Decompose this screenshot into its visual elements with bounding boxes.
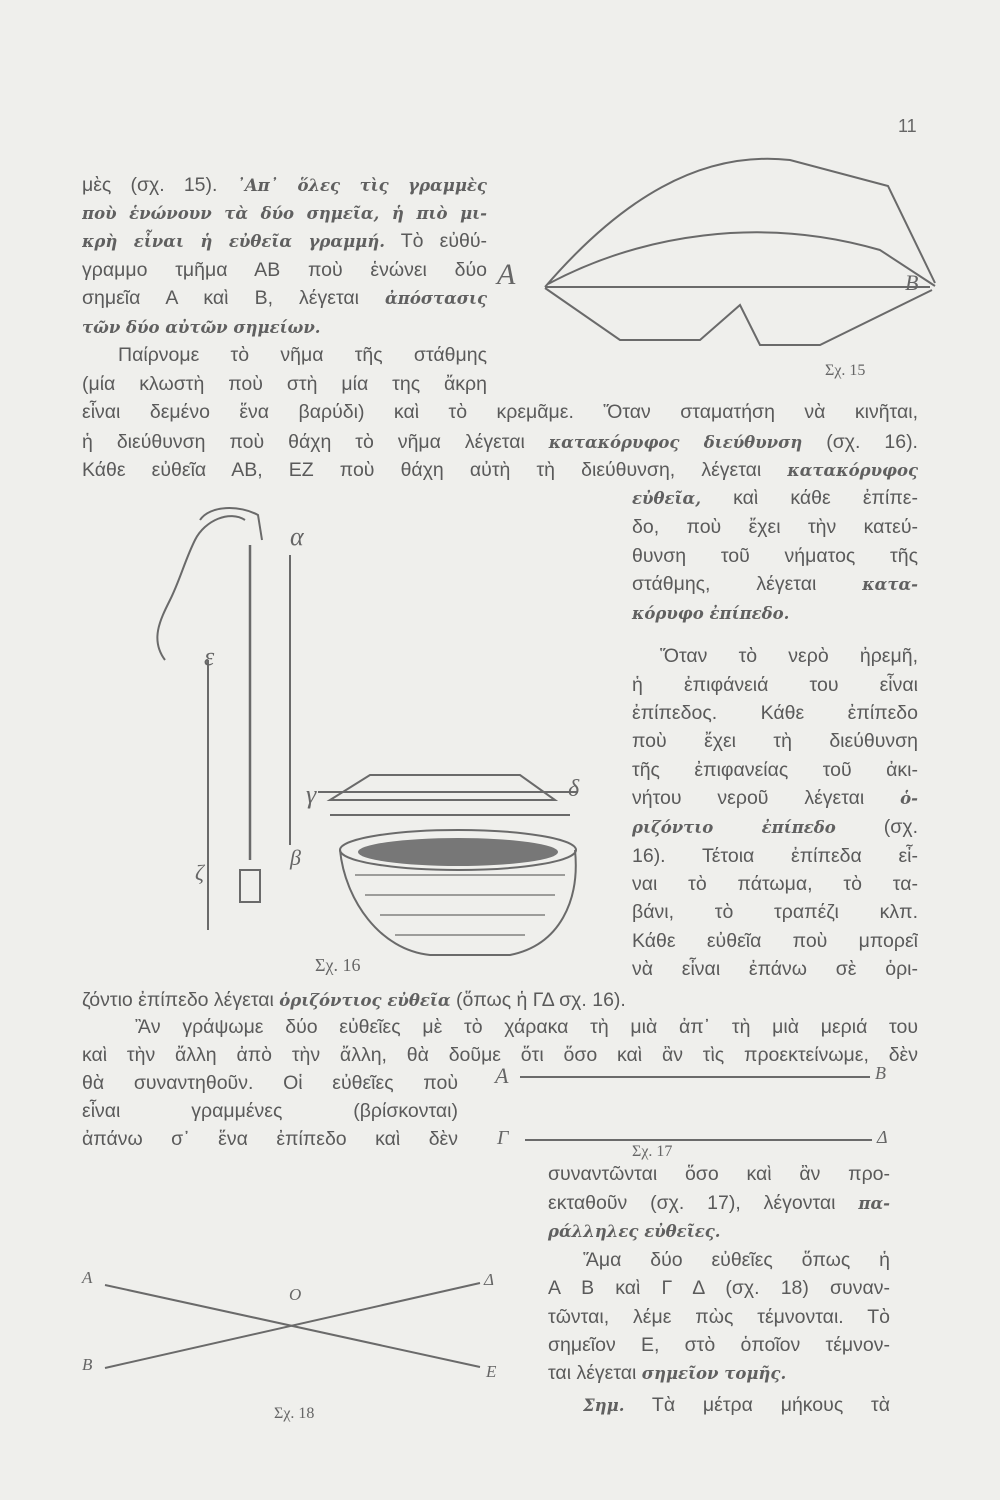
emphasized-term: ᾿Απ᾿ ὅλες τὶς γραμμὲς [236, 176, 487, 195]
text-segment: εκταθοῦν (σχ. 17), λέγονται [548, 1192, 859, 1214]
text-segment: τῶνται, λέμε πὼς τέμνονται. Τὸ [548, 1306, 890, 1328]
text-segment: Τὰ μέτρα μήκους τὰ [624, 1394, 890, 1416]
text-segment: Κάθε εὐθεῖα ποὺ μπορεῖ [632, 930, 918, 952]
fig17-label-b: B [875, 1063, 886, 1083]
text-segment: ναι τὸ πάτωμα, τὸ τα- [632, 873, 918, 895]
emphasized-term: σημεῖον τομῆς. [641, 1364, 787, 1383]
figure-16-drawing [157, 508, 578, 955]
fig16-label-beta: β [290, 845, 301, 870]
text-segment: σημεῖον Ε, στὸ ὁποῖον τέμνον- [548, 1334, 890, 1356]
text-segment: θυνση τοῦ νήματος τῆς [632, 545, 918, 567]
fig18-label-o: O [289, 1285, 302, 1304]
fig18-label-e: E [486, 1362, 497, 1381]
text-segment: Τὸ εὐθύ- [384, 230, 487, 252]
emphasized-term: κρὴ εἶναι ἡ εὐθεῖα γραμμή. [82, 232, 385, 251]
emphasized-term: Σημ. [583, 1396, 625, 1415]
figure-15-curves [545, 159, 935, 345]
emphasized-term: ριζόντιο ἐπίπεδο [632, 818, 836, 837]
figure-17-lines [520, 1077, 872, 1140]
text-segment: ζόντιο ἐπίπεδο λέγεται [82, 989, 280, 1011]
emphasized-term: ἀπόστασις [385, 289, 487, 308]
text-segment: βάνι, τὸ τραπέζι κλπ. [632, 901, 918, 923]
text-segment: ἐπίπεδος. Κάθε ἐπίπεδο [632, 702, 918, 724]
text-segment: ἀπάνω σ᾿ ἕνα ἐπίπεδο καὶ δὲν [82, 1128, 458, 1150]
emphasized-term: ποὺ ἑνώνουν τὰ δύο σημεῖα, ἡ πιὸ μι- [82, 204, 487, 223]
fig17-label-a: A [495, 1063, 509, 1088]
fig17-caption: Σχ. 17 [632, 1143, 673, 1160]
text-segment: Ἅμα δύο εὐθεῖες ὅπως ἡ [583, 1249, 890, 1271]
text-segment: συναντῶνται ὅσο καὶ ἂν προ- [548, 1163, 890, 1185]
text-segment: δο, ποὺ ἔχει τὴν κατεύ- [632, 516, 918, 538]
text-segment: στάθμης, λέγεται [632, 573, 863, 595]
broken-line [545, 288, 932, 345]
text-segment: καὶ κάθε ἐπίπε- [700, 487, 918, 509]
text-segment: ποὺ ἔχει τὴ διεύθυνση [632, 730, 918, 752]
emphasized-term: ὁ- [900, 789, 918, 808]
text-segment: ἡ διεύθυνση ποὺ θάχη τὸ νῆμα λέγεται [82, 431, 549, 453]
text-segment: μὲς (σχ. 15). [82, 174, 237, 196]
outer-arc [545, 159, 935, 287]
text-segment: (σχ. 16). [802, 431, 918, 453]
text-segment: νήτου νεροῦ λέγεται [632, 787, 901, 809]
text-segment: τῆς ἐπιφανείας τοῦ ἀκι- [632, 759, 918, 781]
emphasized-term: τῶν δύο αὐτῶν σημείων. [82, 318, 321, 337]
text-segment: εἶναι δεμένο ἕνα βαρύδι) καὶ τὸ κρεμᾶμε. Ὅταν σταματήση νὰ κινῆται, [82, 401, 918, 423]
text-segment: γραμμο τμῆμα ΑΒ ποὺ ἑνώνει δύο [82, 259, 487, 281]
fig16-label-alpha: α [290, 522, 304, 551]
fig16-label-epsilon: ε [204, 642, 215, 671]
emphasized-term: εὐθεῖα, [632, 489, 701, 508]
text-segment: σημεῖα Α καὶ Β, λέγεται [82, 287, 386, 309]
fig18-label-b: B [82, 1355, 93, 1374]
page-number: 11 [898, 116, 917, 136]
text-segment: Παίρνομε τὸ νῆμα τῆς στάθμης [118, 344, 487, 366]
text-segment: Ἂν γράψωμε δύο εὐθεῖες μὲ τὸ χάρακα τὴ μιὰ ἀπ᾿ τὴ μιὰ μεριά του [135, 1016, 918, 1038]
fig15-caption: Σχ. 15 [825, 362, 866, 379]
text-segment: καὶ τὴν ἄλλη ἀπὸ τὴν ἄλλη, θὰ δοῦμε ὅτι ὅσο καὶ ἂν τὶς προεκτείνωμε, δὲν [82, 1044, 918, 1066]
emphasized-term: κατακόρυφος διεύθυνση [548, 433, 803, 452]
fig17-label-d: Δ [877, 1127, 888, 1147]
text-segment: 16). Τέτοια ἐπίπεδα εἶ- [632, 845, 918, 867]
text-segment: Κάθε εὐθεῖα ΑΒ, ΕΖ ποὺ θάχη αὐτὴ τὴ διεύθυνση, λέγεται [82, 459, 788, 481]
fig16-label-gamma: γ [306, 780, 317, 809]
text-segment: ἡ ἐπιφάνειά του εἶναι [632, 674, 918, 696]
emphasized-term: ὁριζόντιος εὐθεῖα [279, 991, 451, 1010]
text-segment: (μία κλωστὴ ποὺ στὴ μία της ἄκρη [82, 373, 487, 395]
text-segment: Ὅταν τὸ νερὸ ἠρεμῆ, [660, 645, 918, 667]
fig18-label-d: Δ [484, 1270, 494, 1289]
inner-arc [548, 232, 935, 286]
text-segment: εἶναι γραμμένες (βρίσκονται) [82, 1100, 458, 1122]
emphasized-term: κατακόρυφος [787, 461, 918, 480]
fig18-caption: Σχ. 18 [274, 1405, 315, 1422]
fig16-label-delta: δ [568, 776, 580, 802]
emphasized-term: κατα- [862, 575, 918, 594]
fig15-label-b: B [905, 270, 919, 295]
fig17-label-g: Γ [497, 1127, 509, 1149]
emphasized-term: κόρυφο ἐπίπεδο. [632, 604, 790, 623]
text-segment: θὰ συναντηθοῦν. Οἱ εὐθεῖες ποὺ [82, 1072, 458, 1094]
emphasized-term: ράλληλες εὐθεῖες. [548, 1222, 721, 1241]
text-segment: (ὅπως ἡ ΓΔ σχ. 16). [450, 989, 626, 1011]
fig16-label-zeta: ζ [195, 860, 204, 885]
plumb-weight [240, 870, 260, 902]
text-segment: Α Β καὶ Γ Δ (σχ. 18) συναν- [548, 1277, 890, 1299]
fig15-label-a: A [497, 258, 516, 291]
text-segment: ται λέγεται [548, 1362, 642, 1384]
text-segment: (σχ. [835, 816, 918, 838]
fig18-label-a: A [82, 1268, 93, 1287]
text-segment: νὰ εἶναι ἐπάνω σὲ ὁρι- [632, 958, 918, 980]
fig16-caption: Σχ. 16 [315, 955, 361, 975]
emphasized-term: πα- [858, 1194, 890, 1213]
hand-outline [157, 516, 245, 660]
horizontal-plane [330, 775, 555, 800]
